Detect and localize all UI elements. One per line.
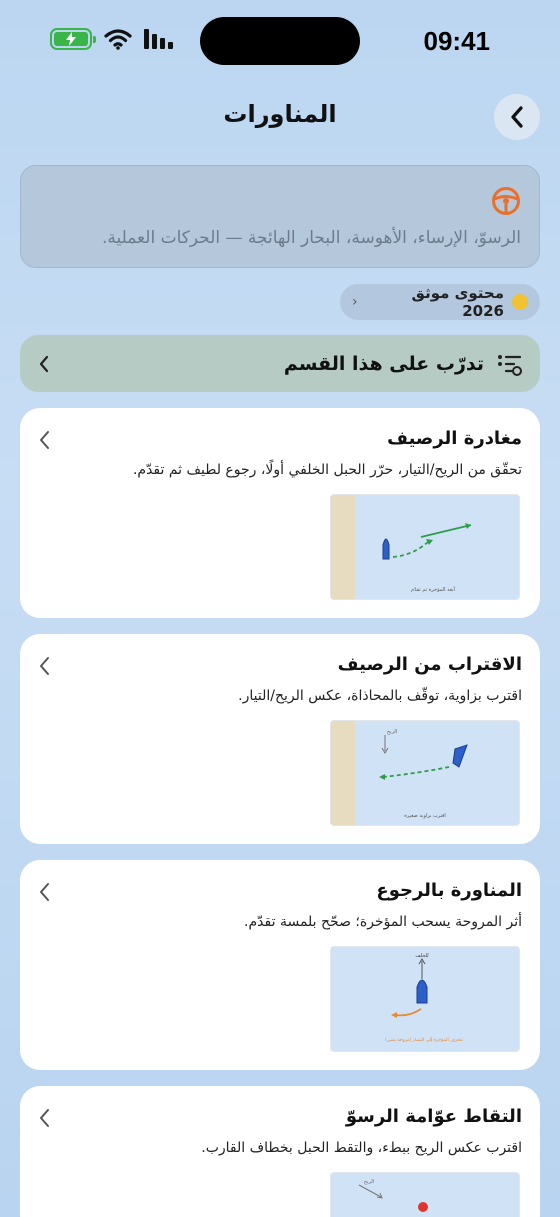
- card-description: اقترب عكس الريح ببطء، والتقط الحبل بخطاف القارب.: [201, 1140, 522, 1156]
- reversing-diagram: [330, 946, 520, 1052]
- reverse-label: للخلف: [415, 953, 429, 959]
- chevron-left-icon: ‹: [352, 294, 358, 310]
- card-title: التقاط عوّامة الرسوّ: [345, 1106, 522, 1127]
- checklist-icon: [496, 351, 522, 377]
- status-time: 09:41: [423, 26, 490, 56]
- verified-dot-icon: [512, 294, 528, 310]
- intro-box: [20, 165, 540, 268]
- buoy-icon: [418, 1202, 428, 1212]
- chevron-left-icon: [38, 430, 50, 450]
- boat-icon: [453, 745, 467, 767]
- status-bar: [0, 0, 560, 84]
- card-title: مغادرة الرصيف: [387, 428, 522, 449]
- verified-content-badge[interactable]: [340, 284, 540, 320]
- page-title: المناورات: [223, 100, 337, 128]
- maneuver-card-approaching-dock[interactable]: [20, 634, 540, 844]
- nav-header: [0, 94, 560, 140]
- chevron-left-icon: [38, 355, 50, 373]
- verified-label: محتوى موثق 2026: [411, 284, 504, 320]
- chevron-left-icon: [38, 882, 50, 902]
- chevron-left-icon: [38, 656, 50, 676]
- steering-wheel-icon: [491, 186, 521, 216]
- boat-icon: [383, 539, 389, 559]
- chevron-left-icon: [510, 106, 524, 128]
- practice-label: تدرّب على هذا القسم: [283, 352, 484, 375]
- boat-icon: [417, 980, 427, 1003]
- battery-icon: [50, 28, 92, 50]
- mooring-buoy-diagram: [330, 1172, 520, 1217]
- maneuver-card-reversing[interactable]: [20, 860, 540, 1070]
- maneuver-card-mooring-buoy[interactable]: [20, 1086, 540, 1217]
- diagram-caption: اقترب بزاوية صغيرة: [404, 813, 446, 819]
- card-title: المناورة بالرجوع: [376, 880, 522, 901]
- diagram-caption: تنحرف المؤخرة إلى اليسار (مروحة يمنى): [385, 1038, 463, 1043]
- back-button[interactable]: [494, 94, 540, 140]
- card-description: أثر المروحة يسحب المؤخرة؛ صحّح بلمسة تقدّم.: [244, 914, 522, 930]
- practice-section-button[interactable]: [20, 335, 540, 392]
- dock-shape: [330, 495, 355, 600]
- intro-text: الرسوّ، الإرساء، الأهوسة، البحار الهائجة — الحركات العملية.: [101, 228, 521, 248]
- card-description: اقترب بزاوية، توقّف بالمحاذاة، عكس الريح/التيار.: [238, 688, 522, 704]
- dynamic-island: [200, 17, 360, 65]
- approaching-dock-diagram: [330, 720, 520, 826]
- card-description: تحقّق من الريح/التيار، حرّر الحبل الخلفي أولًا، رجوع لطيف ثم تقدّم.: [132, 462, 522, 478]
- cellular-signal-icon: [144, 29, 173, 49]
- status-icons: [50, 28, 173, 50]
- diagram-caption: أبعد المؤخرة ثم تقدّم: [411, 587, 455, 593]
- maneuver-card-leaving-dock[interactable]: [20, 408, 540, 618]
- leaving-dock-diagram: [330, 494, 520, 600]
- card-title: الاقتراب من الرصيف: [337, 654, 522, 675]
- wind-label: الريح: [363, 1179, 375, 1185]
- chevron-left-icon: [38, 1108, 50, 1128]
- wind-label: الريح: [386, 729, 398, 735]
- wifi-icon: [104, 28, 132, 50]
